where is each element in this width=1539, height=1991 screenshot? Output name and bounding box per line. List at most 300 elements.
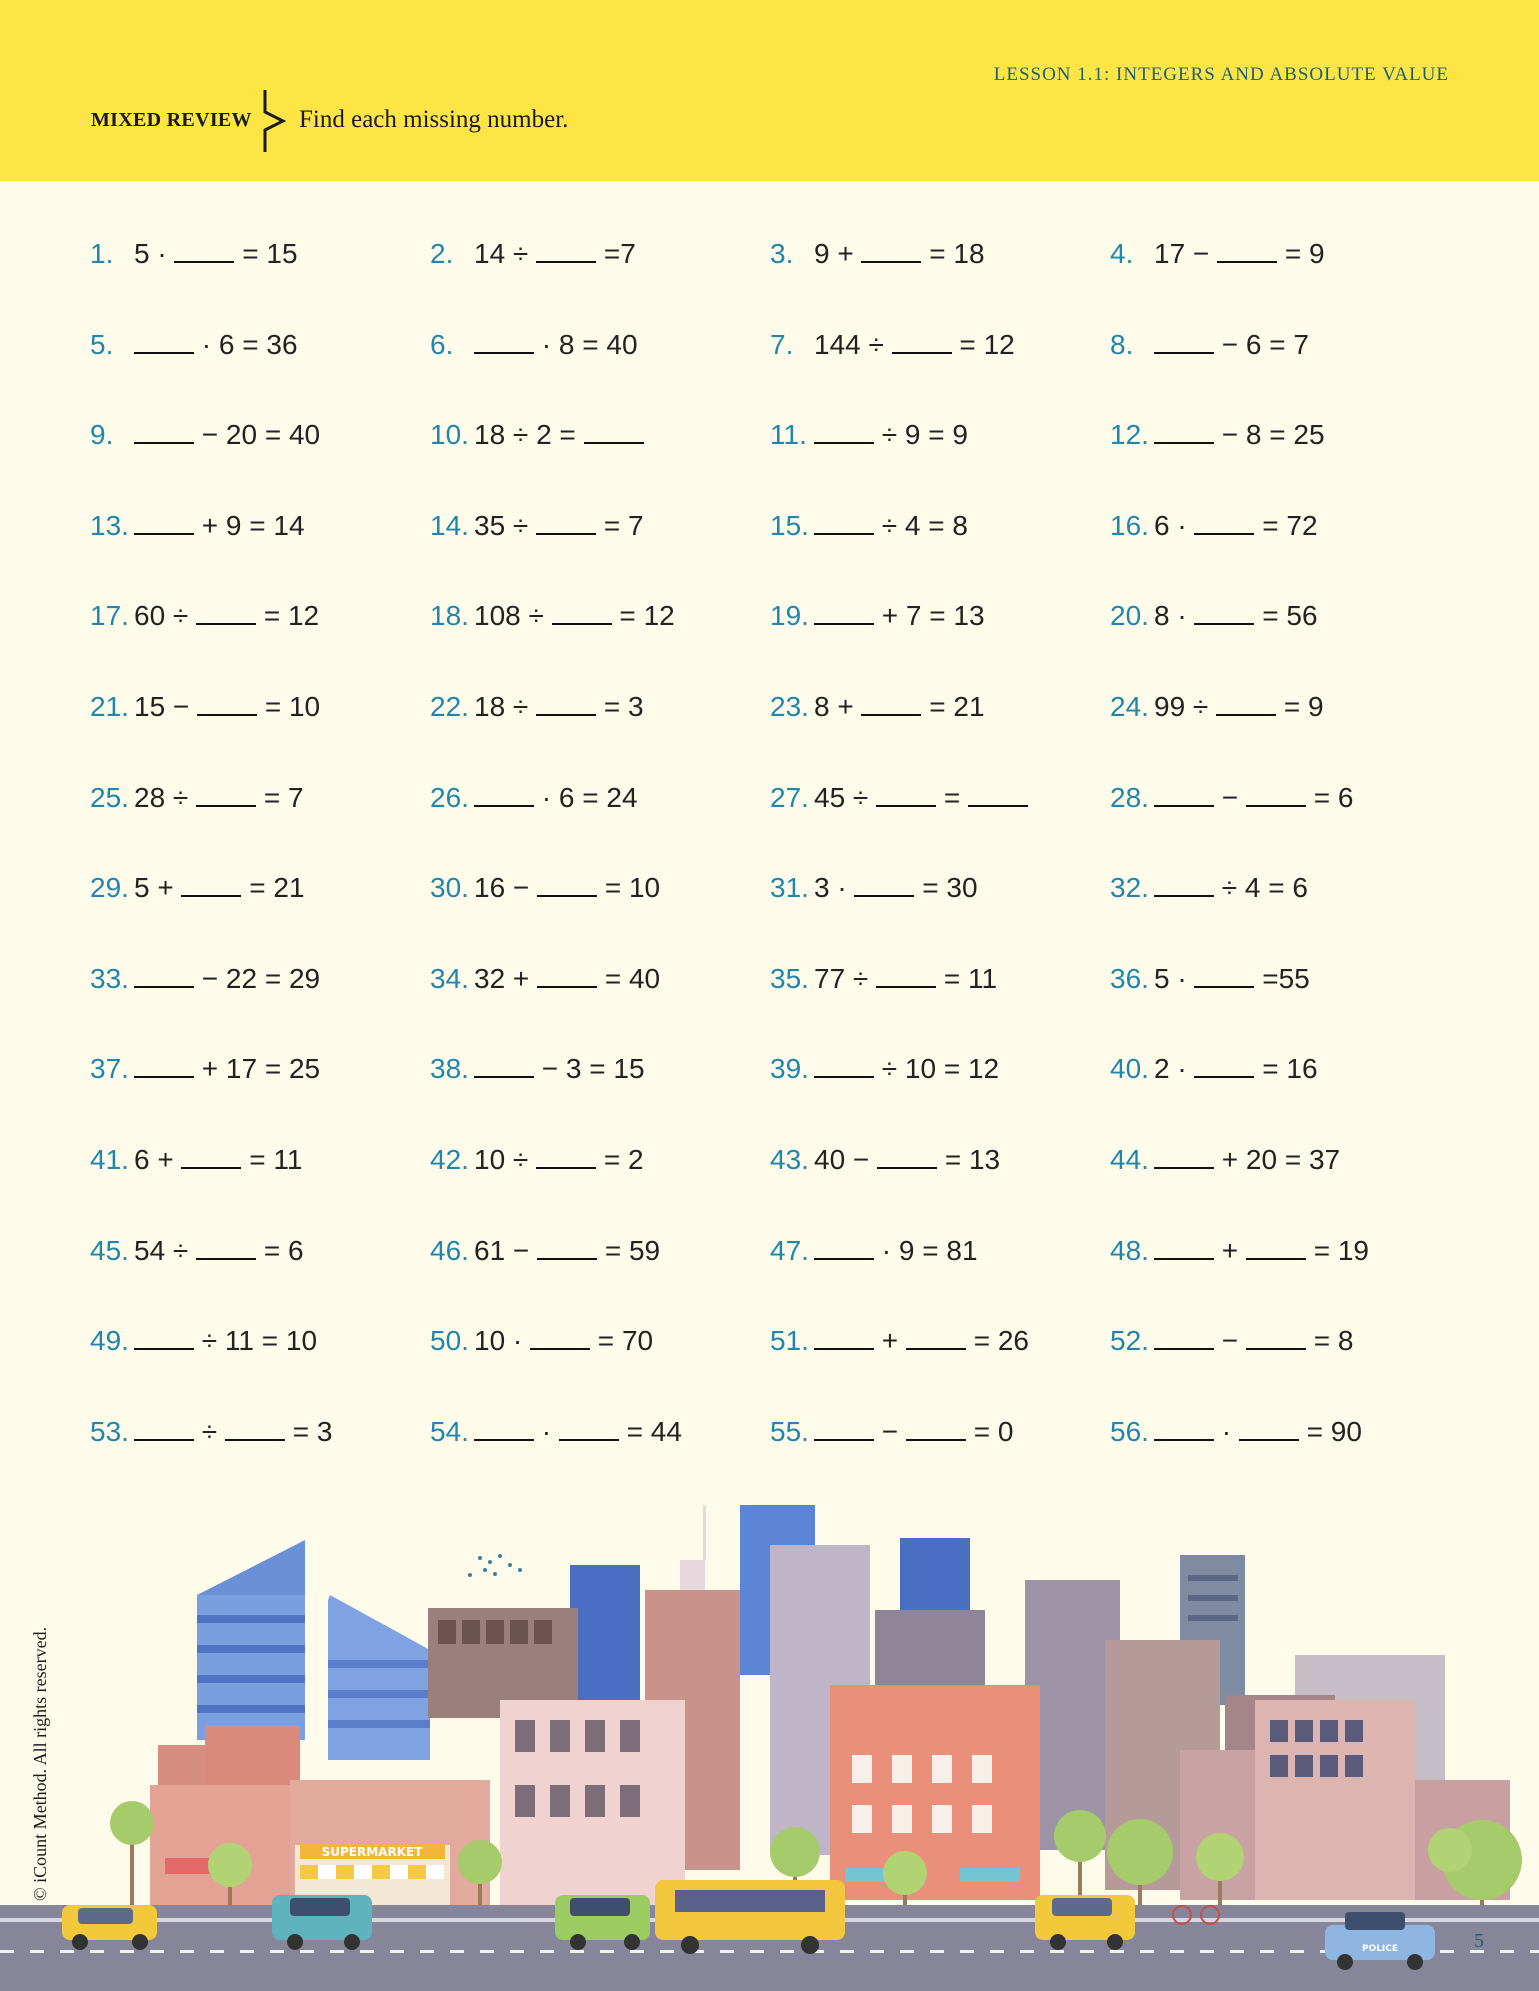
problem-item (770, 679, 1110, 770)
expression-text: · 8 = 40 (534, 328, 638, 360)
expression-text: · 9 = 81 (874, 1234, 978, 1266)
answer-blank[interactable] (1154, 441, 1214, 444)
answer-blank[interactable] (1194, 1075, 1254, 1078)
problem-expression (134, 691, 320, 722)
problem-item (430, 317, 770, 408)
expression-text: 10 · (474, 1325, 531, 1357)
problem-number: 1. (90, 238, 114, 269)
expression-text: 6 + (134, 1143, 182, 1175)
problem-expression (814, 872, 978, 903)
answer-blank[interactable] (814, 1257, 874, 1260)
expression-text: − 3 = 15 (534, 1053, 645, 1085)
expression-text: = 6 (256, 1234, 304, 1266)
problem-number: 3. (770, 238, 794, 269)
problem-expression (1154, 510, 1318, 541)
answer-blank[interactable] (474, 804, 534, 807)
answer-blank[interactable] (814, 1438, 874, 1441)
answer-blank[interactable] (1239, 1438, 1299, 1441)
problem-expression (814, 238, 985, 269)
expression-text: 15 − (134, 690, 198, 722)
expression-text: =55 (1254, 962, 1310, 994)
problem-item (90, 226, 430, 317)
problem-expression (474, 782, 638, 813)
expression-text: · (534, 1415, 559, 1447)
answer-blank[interactable] (196, 804, 256, 807)
problem-number: 37. (90, 1053, 129, 1085)
answer-blank[interactable] (876, 985, 936, 988)
problem-expression (134, 1416, 332, 1447)
expression-text: = 11 (936, 962, 998, 994)
problem-number: 12. (1110, 419, 1149, 451)
page-number: 5 (1474, 1930, 1484, 1952)
answer-blank[interactable] (814, 532, 874, 535)
problem-expression (814, 782, 1028, 813)
problem-number: 14. (430, 509, 469, 541)
answer-blank[interactable] (537, 985, 597, 988)
problem-item (770, 588, 1110, 679)
problem-expression (474, 419, 644, 450)
problem-item (430, 951, 770, 1042)
answer-blank[interactable] (134, 532, 194, 535)
expression-text: = 59 (597, 1234, 661, 1266)
problem-expression (814, 600, 985, 631)
expression-text: 40 − (814, 1143, 878, 1175)
expression-text: = 12 (611, 600, 675, 632)
answer-blank[interactable] (196, 622, 256, 625)
problem-item (1110, 951, 1450, 1042)
problem-number: 54. (430, 1415, 469, 1447)
expression-text: 32 + (474, 962, 538, 994)
expression-text: 18 ÷ 2 = (474, 419, 584, 451)
expression-text: − 22 = 29 (194, 962, 321, 994)
problem-number: 50. (430, 1325, 469, 1357)
problem-item (770, 317, 1110, 408)
answer-blank[interactable] (196, 1257, 256, 1260)
expression-text: = 8 (1305, 1325, 1354, 1357)
copyright-text: © iCount Method. All rights reserved. (30, 1626, 50, 1901)
problem-expression (474, 600, 675, 631)
problem-number: 21. (90, 690, 129, 722)
problem-expression (1154, 872, 1308, 903)
problem-item (1110, 770, 1450, 861)
answer-blank[interactable] (1216, 713, 1276, 716)
problem-expression (134, 600, 319, 631)
expression-text: = 7 (256, 781, 304, 813)
expression-text: 5 · (134, 238, 175, 269)
answer-blank[interactable] (134, 1438, 194, 1441)
expression-text: = 90 (1298, 1415, 1362, 1447)
problem-item (1110, 860, 1450, 951)
expression-text: · 6 = 36 (194, 328, 298, 360)
problem-item (90, 1132, 430, 1223)
answer-blank[interactable] (474, 1075, 534, 1078)
problem-item (770, 498, 1110, 589)
answer-blank[interactable] (892, 351, 952, 354)
problem-expression (134, 1325, 317, 1356)
expression-text: − 20 = 40 (194, 419, 321, 451)
expression-text: = 3 (284, 1415, 333, 1447)
problem-item (90, 498, 430, 589)
expression-text: = 72 (1254, 509, 1318, 541)
answer-blank[interactable] (134, 985, 194, 988)
problem-expression (814, 963, 997, 994)
problem-number: 8. (1110, 328, 1134, 360)
problem-item (770, 226, 1110, 317)
expression-text: ÷ (194, 1415, 225, 1447)
problem-number: 30. (430, 872, 469, 904)
problem-expression (474, 238, 636, 269)
problem-item (770, 770, 1110, 861)
expression-text: 35 ÷ (474, 509, 537, 541)
problem-expression (474, 1235, 660, 1266)
answer-blank[interactable] (1154, 1347, 1214, 1350)
problem-expression (474, 691, 644, 722)
problem-number: 29. (90, 872, 129, 904)
problem-number: 38. (430, 1053, 469, 1085)
expression-text: · 6 = 24 (534, 781, 638, 813)
problem-item (430, 1132, 770, 1223)
problem-item (430, 498, 770, 589)
problem-expression (814, 1144, 1000, 1175)
answer-blank[interactable] (537, 1257, 597, 1260)
problem-item (90, 317, 430, 408)
problem-expression (1154, 1144, 1340, 1175)
expression-text: + 7 = 13 (874, 600, 985, 632)
answer-blank[interactable] (559, 1438, 619, 1441)
problem-item (90, 407, 430, 498)
problem-expression (474, 1416, 682, 1447)
chevron-right-icon (262, 88, 286, 154)
expression-text: + (1214, 1234, 1246, 1266)
expression-text: = 9 (1276, 690, 1324, 722)
problem-expression (1154, 1053, 1318, 1084)
expression-text: + 9 = 14 (194, 509, 305, 541)
problem-item (1110, 679, 1450, 770)
expression-text: = 18 (921, 238, 985, 269)
expression-text: 5 · (1154, 962, 1195, 994)
problem-grid (90, 226, 1450, 1494)
answer-blank[interactable] (814, 622, 874, 625)
problem-item (770, 860, 1110, 951)
problem-item (90, 1313, 430, 1404)
problem-number: 46. (430, 1234, 469, 1266)
expression-text: = 10 (597, 872, 661, 904)
answer-blank[interactable] (537, 894, 597, 897)
expression-text: − 8 = 25 (1214, 419, 1325, 451)
problem-expression (134, 238, 298, 269)
expression-text: 10 ÷ (474, 1143, 537, 1175)
problem-expression (474, 1144, 644, 1175)
problem-number: 53. (90, 1415, 129, 1447)
problem-expression (1154, 600, 1318, 631)
police-label: POLICE (1361, 1944, 1399, 1954)
answer-blank[interactable] (536, 1166, 596, 1169)
expression-text: = 7 (596, 509, 644, 541)
answer-blank[interactable] (1246, 1257, 1306, 1260)
problem-item (1110, 317, 1450, 408)
answer-blank[interactable] (1154, 1257, 1214, 1260)
answer-blank[interactable] (1217, 260, 1277, 263)
problem-item (430, 588, 770, 679)
section-label: MIXED REVIEW (91, 109, 252, 131)
problem-expression (814, 691, 985, 722)
problem-number: 51. (770, 1325, 809, 1357)
problem-expression (134, 963, 320, 994)
answer-blank[interactable] (536, 532, 596, 535)
answer-blank[interactable] (225, 1438, 285, 1441)
answer-blank[interactable] (814, 1347, 874, 1350)
problem-expression (134, 419, 320, 450)
expression-text: ÷ 4 = 8 (874, 509, 968, 541)
problem-expression (134, 1144, 302, 1175)
problem-number: 32. (1110, 872, 1149, 904)
problem-number: 16. (1110, 509, 1149, 541)
expression-text: 77 ÷ (814, 962, 877, 994)
problem-item (90, 1041, 430, 1132)
problem-expression (134, 782, 304, 813)
answer-blank[interactable] (536, 260, 596, 263)
problem-number: 44. (1110, 1143, 1149, 1175)
problem-number: 9. (90, 419, 114, 451)
answer-blank[interactable] (181, 894, 241, 897)
problem-expression (474, 963, 660, 994)
expression-text: = 21 (241, 872, 305, 904)
answer-blank[interactable] (814, 1075, 874, 1078)
problem-item (90, 1223, 430, 1314)
expression-text: = (936, 781, 968, 813)
expression-text: − (874, 1415, 906, 1447)
problem-number: 23. (770, 690, 809, 722)
problem-number: 34. (430, 962, 469, 994)
problem-number: 20. (1110, 600, 1149, 632)
problem-expression (814, 1416, 1013, 1447)
problem-item (1110, 588, 1450, 679)
problem-expression (1154, 1416, 1362, 1447)
problem-expression (1154, 329, 1309, 360)
problem-number: 7. (770, 328, 794, 360)
problem-expression (474, 510, 644, 541)
expression-text: · (1214, 1415, 1239, 1447)
answer-blank[interactable] (876, 804, 936, 807)
expression-text: 54 ÷ (134, 1234, 197, 1266)
problem-item (90, 588, 430, 679)
problem-expression (474, 1325, 653, 1356)
problem-expression (134, 510, 305, 541)
problem-expression (1154, 419, 1325, 450)
problem-number: 18. (430, 600, 469, 632)
expression-text: = 15 (234, 238, 298, 269)
problem-item (770, 1132, 1110, 1223)
expression-text: 14 ÷ (474, 238, 537, 269)
problem-expression (134, 329, 298, 360)
answer-blank[interactable] (552, 622, 612, 625)
expression-text: 60 ÷ (134, 600, 197, 632)
problem-item (770, 1223, 1110, 1314)
problem-number: 22. (430, 690, 469, 722)
answer-blank[interactable] (1154, 804, 1214, 807)
answer-blank[interactable] (134, 351, 194, 354)
expression-text: 144 ÷ (814, 328, 892, 360)
answer-blank[interactable] (861, 260, 921, 263)
answer-blank[interactable] (1154, 351, 1214, 354)
expression-text: 61 − (474, 1234, 538, 1266)
expression-text: − (1214, 1325, 1246, 1357)
problem-number: 15. (770, 509, 809, 541)
expression-text: = 21 (921, 690, 985, 722)
expression-text: 6 · (1154, 509, 1195, 541)
answer-blank[interactable] (1154, 1438, 1214, 1441)
answer-blank[interactable] (906, 1438, 966, 1441)
expression-text: 18 ÷ (474, 690, 537, 722)
answer-blank[interactable] (814, 441, 874, 444)
expression-text: = 16 (1254, 1053, 1318, 1085)
answer-blank[interactable] (181, 1166, 241, 1169)
expression-text: 8 + (814, 690, 862, 722)
expression-text: = 9 (1277, 238, 1325, 269)
expression-text: 3 · (814, 872, 855, 904)
problem-expression (134, 1235, 304, 1266)
expression-text: 16 − (474, 872, 538, 904)
answer-blank[interactable] (1154, 1166, 1214, 1169)
answer-blank[interactable] (1154, 894, 1214, 897)
answer-blank[interactable] (1194, 622, 1254, 625)
problem-number: 10. (430, 419, 469, 451)
city-illustration (0, 1480, 1539, 1991)
problem-item (770, 1041, 1110, 1132)
problem-number: 19. (770, 600, 809, 632)
expression-text: = 13 (937, 1143, 1001, 1175)
expression-text: 28 ÷ (134, 781, 197, 813)
problem-expression (1154, 238, 1325, 269)
answer-blank[interactable] (536, 713, 596, 716)
problem-item (1110, 226, 1450, 317)
answer-blank[interactable] (474, 351, 534, 354)
answer-blank[interactable] (1194, 985, 1254, 988)
answer-blank[interactable] (530, 1347, 590, 1350)
problem-item (90, 679, 430, 770)
problem-number: 17. (90, 600, 129, 632)
problem-number: 40. (1110, 1053, 1149, 1085)
instruction-text: Find each missing number. (299, 106, 569, 133)
answer-blank[interactable] (134, 441, 194, 444)
problem-item (90, 770, 430, 861)
problem-number: 4. (1110, 238, 1134, 269)
problem-expression (1154, 691, 1324, 722)
answer-blank[interactable] (854, 894, 914, 897)
problem-expression (1154, 1325, 1353, 1356)
problem-item (430, 1313, 770, 1404)
expression-text: = 56 (1254, 600, 1318, 632)
problem-expression (134, 1053, 320, 1084)
expression-text: 9 + (814, 238, 862, 269)
problem-item (1110, 1223, 1450, 1314)
expression-text: ÷ 9 = 9 (874, 419, 968, 451)
problem-item (1110, 498, 1450, 589)
problem-expression (814, 510, 968, 541)
problem-number: 26. (430, 781, 469, 813)
problem-expression (474, 329, 638, 360)
problem-item (430, 1041, 770, 1132)
expression-text: 8 · (1154, 600, 1195, 632)
problem-expression (814, 1325, 1029, 1356)
problem-number: 28. (1110, 781, 1149, 813)
problem-item (430, 770, 770, 861)
answer-blank[interactable] (174, 260, 234, 263)
problem-expression (134, 872, 305, 903)
expression-text: = 26 (965, 1325, 1029, 1357)
problem-expression (1154, 782, 1353, 813)
expression-text: ÷ 11 = 10 (194, 1325, 318, 1357)
answer-blank[interactable] (877, 1166, 937, 1169)
answer-blank[interactable] (1246, 804, 1306, 807)
lesson-title: LESSON 1.1: INTEGERS AND ABSOLUTE VALUE (993, 64, 1449, 85)
expression-text: 5 + (134, 872, 182, 904)
expression-text: 108 ÷ (474, 600, 552, 632)
supermarket-sign: SUPERMARKET (321, 1845, 423, 1859)
problem-expression (814, 419, 968, 450)
problem-item (770, 1313, 1110, 1404)
problem-number: 33. (90, 962, 129, 994)
problem-number: 36. (1110, 962, 1149, 994)
problem-number: 49. (90, 1325, 129, 1357)
problem-number: 6. (430, 328, 454, 360)
expression-text: = 0 (965, 1415, 1014, 1447)
expression-text: − (1214, 781, 1246, 813)
problem-number: 11. (770, 419, 807, 451)
expression-text: = 6 (1305, 781, 1354, 813)
problem-item (430, 226, 770, 317)
expression-text: =7 (596, 238, 636, 269)
expression-text: + 17 = 25 (194, 1053, 321, 1085)
answer-blank[interactable] (968, 804, 1028, 807)
expression-text: − 6 = 7 (1214, 328, 1309, 360)
problem-number: 24. (1110, 690, 1149, 722)
answer-blank[interactable] (197, 713, 257, 716)
problem-number: 27. (770, 781, 809, 813)
problem-number: 39. (770, 1053, 809, 1085)
expression-text: = 3 (596, 690, 644, 722)
answer-blank[interactable] (861, 713, 921, 716)
expression-text: = 12 (256, 600, 320, 632)
problem-number: 2. (430, 238, 454, 269)
expression-text: + (874, 1325, 906, 1357)
problem-item (430, 407, 770, 498)
problem-item (90, 860, 430, 951)
problem-expression (1154, 1235, 1369, 1266)
answer-blank[interactable] (906, 1347, 966, 1350)
expression-text: = 40 (597, 962, 661, 994)
answer-blank[interactable] (1194, 532, 1254, 535)
problem-number: 25. (90, 781, 129, 813)
expression-text: 2 · (1154, 1053, 1195, 1085)
problem-expression (814, 1053, 999, 1084)
problem-expression (474, 872, 660, 903)
answer-blank[interactable] (134, 1347, 194, 1350)
problem-number: 42. (430, 1143, 469, 1175)
answer-blank[interactable] (584, 441, 644, 444)
problem-expression (814, 329, 1015, 360)
answer-blank[interactable] (134, 1075, 194, 1078)
answer-blank[interactable] (474, 1438, 534, 1441)
expression-text: + 20 = 37 (1214, 1143, 1341, 1175)
problem-item (1110, 1132, 1450, 1223)
expression-text: = 70 (590, 1325, 654, 1357)
problem-expression (814, 1235, 978, 1266)
answer-blank[interactable] (1246, 1347, 1306, 1350)
problem-number: 52. (1110, 1325, 1149, 1357)
problem-number: 56. (1110, 1415, 1149, 1447)
header-banner (0, 0, 1539, 181)
